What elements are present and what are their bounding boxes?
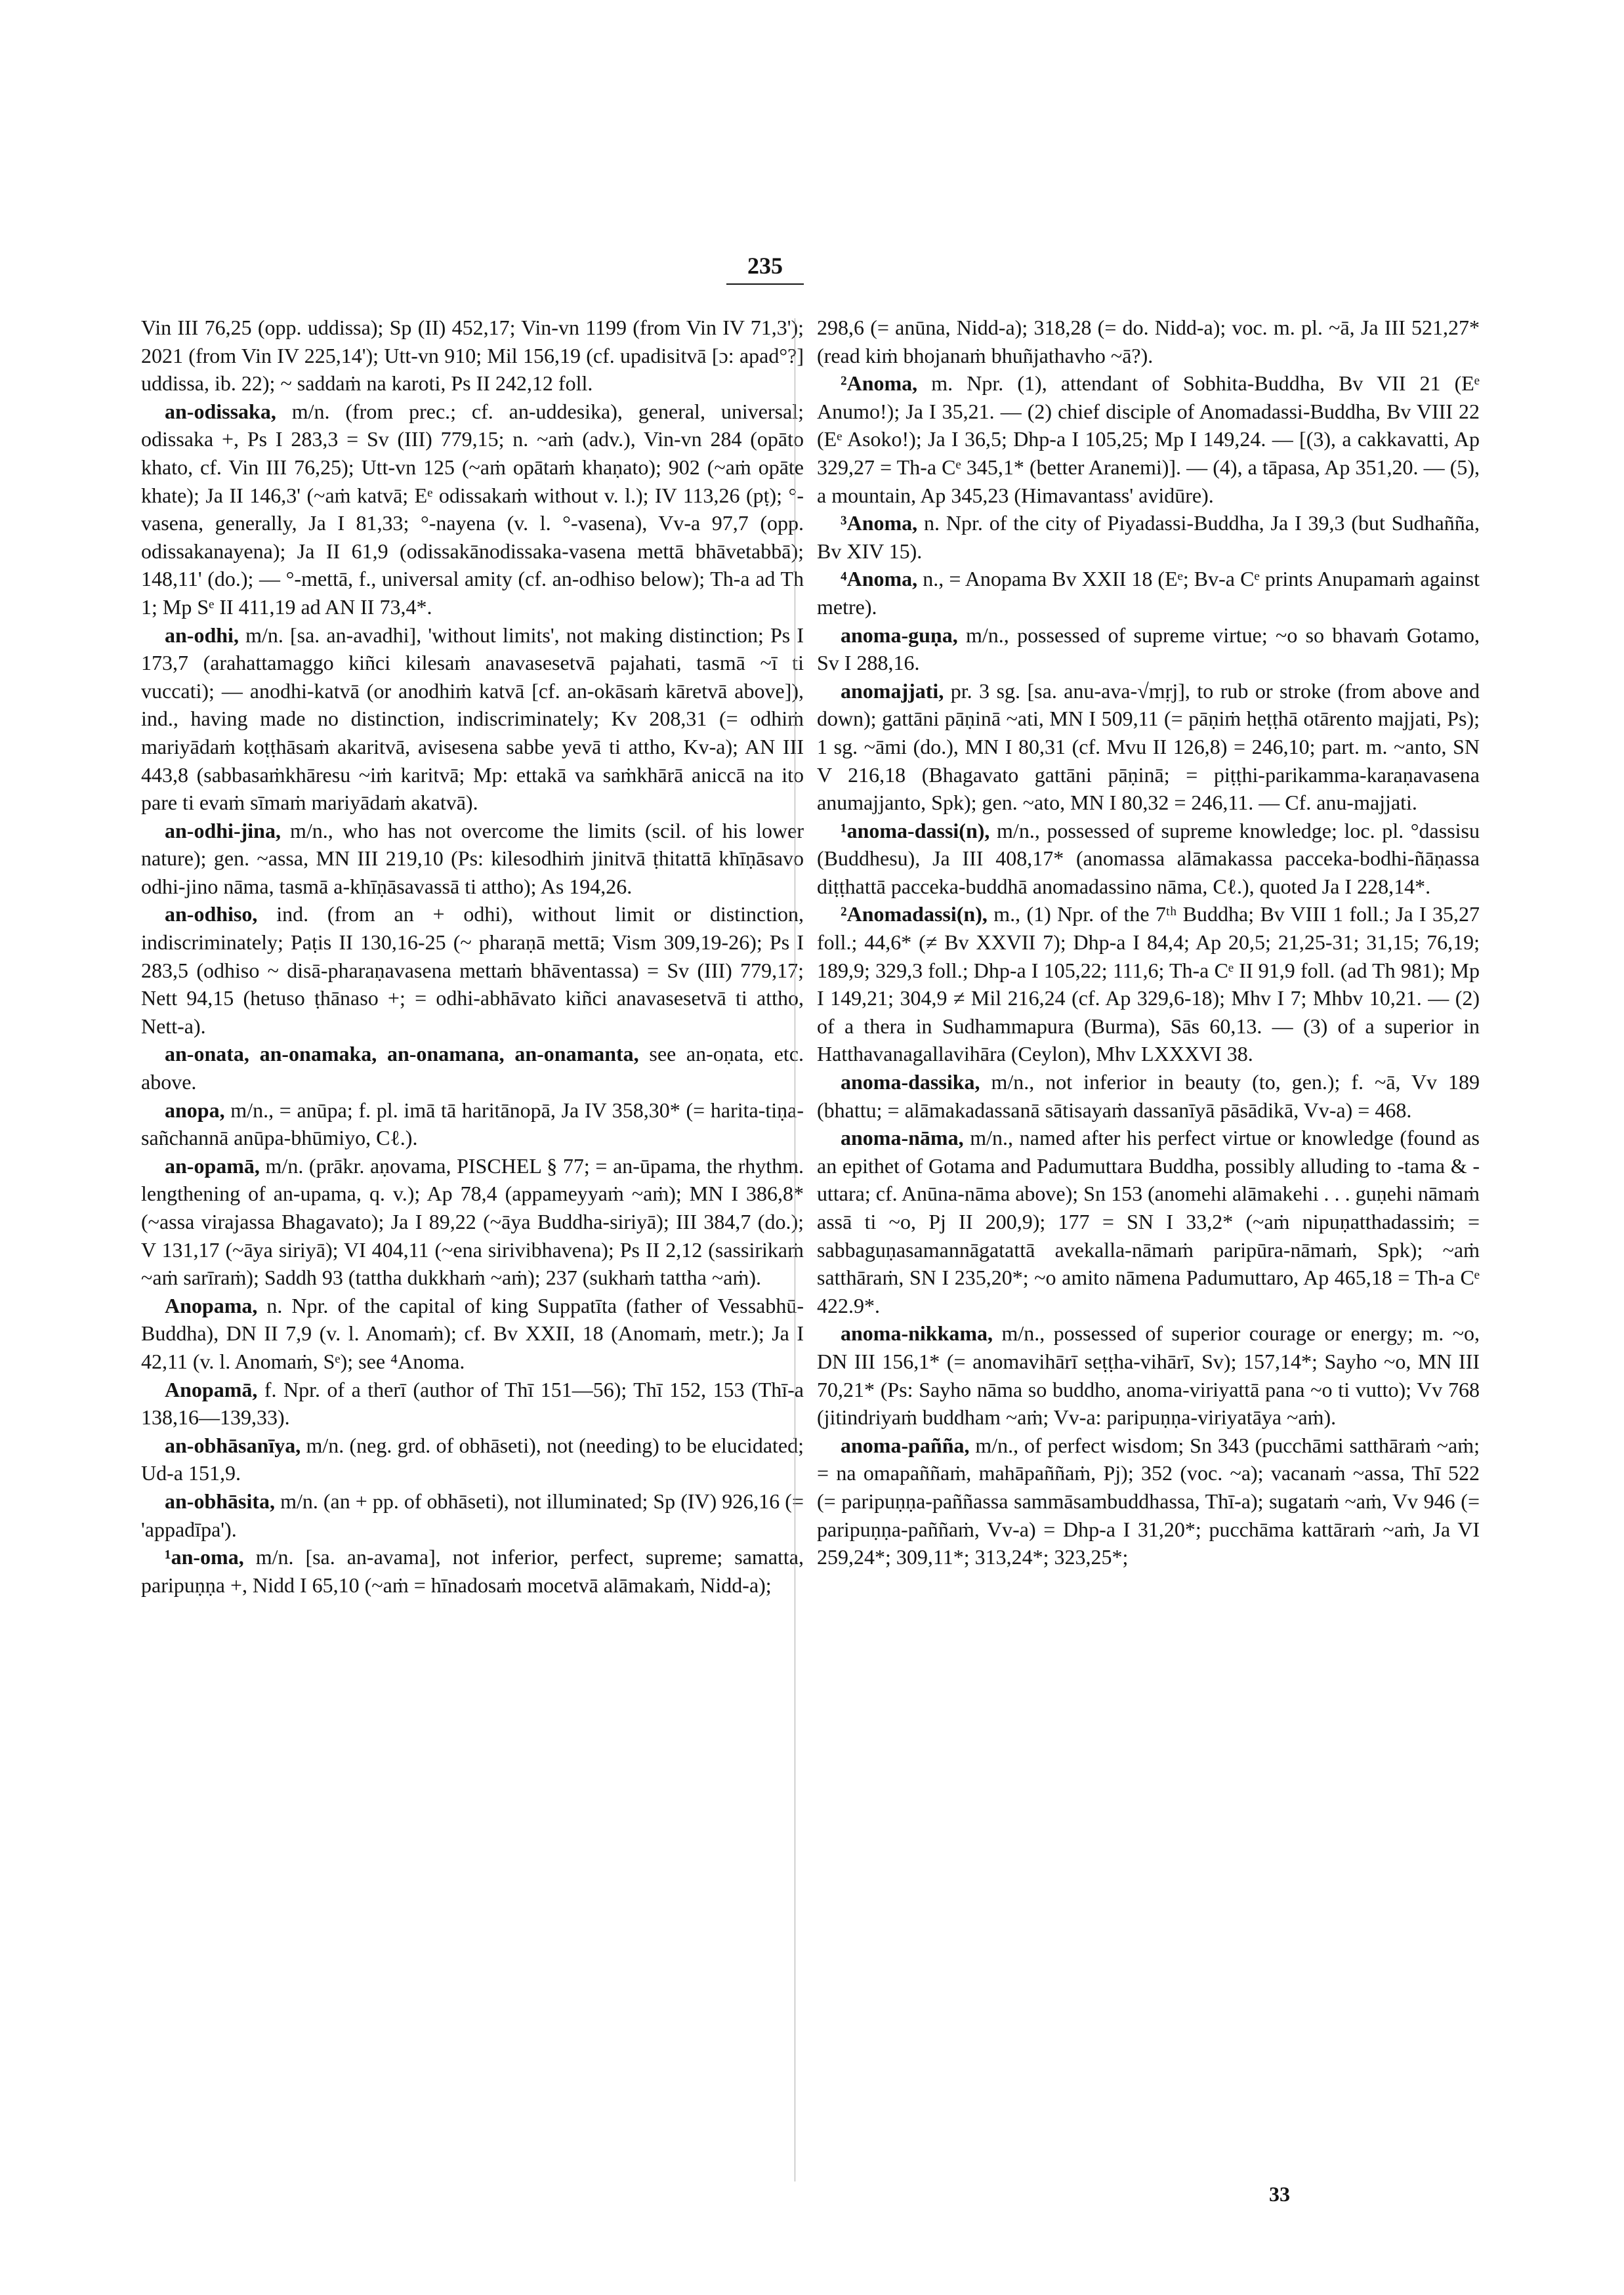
dictionary-entry: [817, 1432, 1480, 1571]
dictionary-entry: [141, 1487, 804, 1543]
entry-text: m/n. (prākr. aṇovama, PISCHEL § 77; = an-ūpama, the rhythm. lengthening of an-upama, q. v.); Ap 78,4 (appameyyaṁ ~aṁ); MN I 386,8* (~assa virajassa Bhagavato); Ja I 89,22 (~āya Buddha-siriyā); III 384,7 (do.); V 131,17 (~āya siriyā); VI 404,11 (~ena sirivibhavena); Ps II 2,12 (sassirikaṁ ~aṁ sarīraṁ); Saddh 93 (tattha dukkhaṁ ~aṁ); 237 (sukhaṁ tattha ~aṁ).: [141, 1153, 804, 1290]
dictionary-entry: [817, 314, 1480, 369]
dictionary-entry: [141, 1040, 804, 1096]
page-number: 235: [747, 253, 783, 279]
dictionary-entry: [141, 621, 804, 817]
entry-headword: Anopamā,: [165, 1377, 258, 1401]
dictionary-entry: [817, 565, 1480, 621]
entry-text: f. Npr. of a therī (author of Thī 151—56); Thī 152, 153 (Thī-a 138,16—139,33).: [141, 1377, 804, 1430]
entry-text: see an-oṇata, etc. above.: [141, 1042, 804, 1094]
entry-headword: ¹anoma-dassi(n),: [841, 818, 990, 842]
left-column: [141, 314, 804, 1599]
entry-text: m/n., not inferior in beauty (to, gen.); f. ~ā, Vv 189 (bhattu; = alāmakadassanā sātisayaṁ dassanīyā pāsādikā, Vv-a) = 468.: [817, 1070, 1480, 1122]
entry-text: m/n., who has not overcome the limits (scil. of his lower nature); gen. ~assa, MN III 219,10 (Ps: kilesodhiṁ jinitvā ṭhitattā khīṇāsavo odhi-jino nāma, tasmā a-khīṇāsavassā ti attho); As 194,26.: [141, 818, 804, 898]
dictionary-entry: [817, 509, 1480, 565]
entry-text: m/n., = anūpa; f. pl. imā tā haritānopā, Ja IV 358,30* (= harita-tiṇa-sañchannā anūpa-bhūmiyo, Cℓ.).: [141, 1098, 804, 1150]
dictionary-entry: [141, 1543, 804, 1599]
entry-headword: an-odhiso,: [165, 902, 258, 926]
entry-headword: ³Anoma,: [841, 511, 918, 535]
entry-headword: anoma-nāma,: [841, 1126, 964, 1150]
dictionary-entry: [141, 817, 804, 901]
dictionary-entry: [141, 900, 804, 1040]
entry-text: m/n. (neg. grd. of obhāseti), not (needing) to be elucidated; Ud-a 151,9.: [141, 1433, 804, 1485]
right-column: [817, 314, 1480, 1571]
entry-headword: an-odissaka,: [165, 399, 276, 423]
entry-text: n. Npr. of the city of Piyadassi-Buddha, Ja I 39,3 (but Sudhañña, Bv XIV 15).: [817, 511, 1480, 563]
entry-text: Vin III 76,25 (opp. uddissa); Sp (II) 452,17; Vin-vn 1199 (from Vin IV 71,3'); 2021 (from Vin IV 225,14'); Utt-vn 910; Mil 156,19 (cf. upadisitvā [ɔ: apad°?] uddissa, ib. 22); ~ saddaṁ na karoti, Ps II 242,12 foll.: [141, 316, 804, 396]
entry-headword: anomajjati,: [841, 678, 944, 703]
dictionary-entry: [141, 1096, 804, 1152]
dictionary-entry: [817, 1319, 1480, 1431]
dictionary-entry: [817, 900, 1480, 1068]
entry-headword: ²Anomadassi(n),: [841, 902, 988, 926]
dictionary-entry: [817, 1124, 1480, 1319]
entry-headword: an-opamā,: [165, 1153, 260, 1178]
entry-headword: anoma-guṇa,: [841, 623, 958, 647]
page-number-rule: [726, 283, 804, 285]
entry-text: ind. (from an + odhi), without limit or distinction, indiscriminately; Paṭis II 130,16-25 (~ pharaṇā mettā; Vism 309,19-26); Ps I 283,5 (odhiso ~ disā-pharaṇavasena mettaṁ bhāventassa) = Sv (III) 779,17; Nett 94,15 (hetuso ṭhānaso +; = odhi-abhāvato kiñci anavasesetvā ti attho, Nett-a).: [141, 902, 804, 1038]
entry-headword: anoma-pañña,: [841, 1433, 970, 1457]
dictionary-entry: [817, 677, 1480, 817]
entry-text: m/n. [sa. an-avadhi], 'without limits', not making distinction; Ps I 173,7 (arahattamaggo kiñci kilesaṁ anavasesetvā pajahati, tasmā ~ī ti vuccati); — anodhi-katvā (or anodhiṁ katvā [cf. an-okāsaṁ kāretvā above]), ind., having made no distinction, indiscriminately; Kv 208,31 (= odhiṁ mariyādaṁ koṭṭhāsaṁ akaritvā, avisesena sabbe yevā ti attho, Kv-a); AN III 443,8 (sabbasaṁkhāresu ~iṁ karitvā; Mp: ettakā va saṁkhārā aniccā na ito pare ti evaṁ sīmaṁ mariyādaṁ akatvā).: [141, 623, 804, 815]
entry-text: m/n., possessed of superior courage or energy; m. ~o, DN III 156,1* (= anomavihārī seṭṭha-vihārī, Sv); 157,14*; Sayho ~o, MN III 70,21* (Ps: Sayho nāma so buddho, anoma-viriyattā pana ~o ti vutto); Vv 768 (jitindriyaṁ buddham ~aṁ; Vv-a: paripuṇṇa-viriyatāya ~aṁ).: [817, 1321, 1480, 1430]
entry-headword: anoma-dassika,: [841, 1070, 980, 1094]
dictionary-entry: [817, 817, 1480, 901]
entry-text: m., (1) Npr. of the 7ᵗʰ Buddha; Bv VIII 1 foll.; Ja I 35,27 foll.; 44,6* (≠ Bv XXVII 7); Dhp-a I 84,4; Ap 20,5; 21,25-31; 31,15; 76,19; 189,9; 329,3 foll.; Dhp-a I 105,22; 111,6; Th-a Cᵉ II 91,9 foll. (ad Th 981); Mp I 149,21; 304,9 ≠ Mil 216,24 (cf. Ap 329,6-18); Mhv I 7; Mhbv 10,21. — (2) of a thera in Sudhammapura (Burma), Sās 60,13. — (3) of a superior in Hatthavanagallavihāra (Ceylon), Mhv LXXXVI 38.: [817, 902, 1480, 1066]
entry-text: m/n. [sa. an-avama], not inferior, perfect, supreme; samatta, paripuṇṇa +, Nidd I 65,10 (~aṁ = hīnadosaṁ mocetvā alāmakaṁ, Nidd-a);: [141, 1545, 804, 1597]
dictionary-entry: [141, 398, 804, 621]
dictionary-entry: [141, 1432, 804, 1487]
dictionary-entry: [817, 369, 1480, 509]
entry-text: m/n., of perfect wisdom; Sn 343 (pucchāmi satthāraṁ ~aṁ; = na omapaññaṁ, mahāpaññaṁ, Pj); 352 (voc. ~a); vacanaṁ ~assa, Thī 522 (= paripuṇṇa-paññassa sammāsambuddhassa, Thī-a); sugataṁ ~aṁ, Vv 946 (= paripuṇṇa-paññaṁ, Vv-a) = Dhp-a I 31,20*; pucchāma kattāraṁ ~aṁ, Ja VI 259,24*; 309,11*; 313,24*; 323,25*;: [817, 1433, 1480, 1569]
entry-text: m/n., possessed of supreme virtue; ~o so bhavaṁ Gotamo, Sv I 288,16.: [817, 623, 1480, 675]
entry-text: n., = Anopama Bv XXII 18 (Eᵉ; Bv-a Cᵉ prints Anupamaṁ against metre).: [817, 567, 1480, 619]
entry-headword: an-obhāsita,: [165, 1489, 276, 1513]
entry-headword: an-odhi,: [165, 623, 239, 647]
dictionary-entry: [817, 1068, 1480, 1124]
dictionary-entry: [141, 1292, 804, 1376]
dictionary-entry: [141, 314, 804, 398]
dictionary-entry: [141, 1152, 804, 1292]
entry-headword: ²Anoma,: [841, 371, 918, 396]
entry-headword: an-onata, an-onamaka, an-onamana, an-onamanta,: [165, 1042, 639, 1066]
entry-headword: anopa,: [165, 1098, 225, 1122]
entry-headword: an-odhi-jina,: [165, 818, 281, 842]
entry-text: m/n. (an + pp. of obhāseti), not illuminated; Sp (IV) 926,16 (= 'appadīpa').: [141, 1489, 804, 1541]
entry-headword: ⁴Anoma,: [841, 567, 918, 591]
entry-text: m/n., possessed of supreme knowledge; loc. pl. °dassisu (Buddhesu), Ja III 408,17* (anomassa alāmakassa pacceka-bodhi-ñāṇassa diṭṭhattā pacceka-buddhā anomadassino nāma, Cℓ.), quoted Ja I 228,14*.: [817, 818, 1480, 898]
entry-text: m/n., named after his perfect virtue or knowledge (found as an epithet of Gotama and Padumuttara Buddha, possibly alluding to -tama & -uttara; cf. Anūna-nāma above); Sn 153 (anomehi alāmakehi . . . guṇehi nāmaṁ assā ti ~o, Pj II 200,9); 177 = SN I 33,2* (~aṁ nipuṇatthadassiṁ; = sabbaguṇasamannāgatattā avekalla-nāmaṁ paripūra-nāmaṁ, Spk); ~aṁ satthāraṁ, SN I 235,20*; ~o amito nāmena Padumuttaro, Ap 465,18 = Th-a Cᵉ 422.9*.: [817, 1126, 1480, 1317]
dictionary-entry: [817, 621, 1480, 677]
entry-headword: ¹an-oma,: [165, 1545, 244, 1569]
entry-headword: anoma-nikkama,: [841, 1321, 993, 1346]
entry-text: m/n. (from prec.; cf. an-uddesika), general, universal; odissaka +, Ps I 283,3 = Sv (III) 779,15; n. ~aṁ (adv.), Vin-vn 284 (opāto khato, cf. Vin III 76,25); Utt-vn 125 (~aṁ opātaṁ khaṇato); 902 (~aṁ opāte khate); Ja II 146,3' (~aṁ katvā; Eᵉ odissakaṁ without v. l.); IV 113,26 (pṭ); °-vasena, generally, Ja I 81,33; °-nayena (v. l. °-vasena), Vv-a 97,7 (opp. odissakanayena); Ja II 61,9 (odissakānodissaka-vasena mettā bhāvetabbā); 148,11' (do.); — °-mettā, f., universal amity (cf. an-odhiso below); Th-a ad Th 1; Mp Sᵉ II 411,19 ad AN II 73,4*.: [141, 399, 804, 619]
signature-mark: 33: [1269, 2182, 1290, 2206]
entry-text: m. Npr. (1), attendant of Sobhita-Buddha, Bv VII 21 (Eᵉ Anumo!); Ja I 35,21. — (2) chief disciple of Anomadassi-Buddha, Bv VIII 22 (Eᵉ Asoko!); Ja I 36,5; Dhp-a I 105,25; Mp I 149,24. — [(3), a cakkavatti, Ap 329,27 = Th-a Cᵉ 345,1* (better Aranemi)]. — (4), a tāpasa, Ap 351,20. — (5), a mountain, Ap 345,23 (Himavantass' avidūre).: [817, 371, 1480, 507]
dictionary-entry: [141, 1376, 804, 1432]
entry-text: 298,6 (= anūna, Nidd-a); 318,28 (= do. Nidd-a); voc. m. pl. ~ā, Ja III 521,27* (read kiṁ bhojanaṁ bhuñjathavho ~ā?).: [817, 316, 1480, 367]
entry-headword: Anopama,: [165, 1293, 258, 1317]
entry-text: pr. 3 sg. [sa. anu-ava-√mṛj], to rub or stroke (from above and down); gattāni pāṇinā ~ati, MN I 509,11 (= pāṇiṁ heṭṭhā otārento majjati, Ps); 1 sg. ~āmi (do.), MN I 80,31 (cf. Mvu II 126,8) = 246,10; part. m. ~anto, SN V 216,18 (Bhagavato gattāni pāṇinā; = piṭṭhi-parikamma-karaṇavasena anumajjanto, Spk); gen. ~ato, MN I 80,32 = 246,11. — Cf. anu-majjati.: [817, 678, 1480, 815]
entry-text: n. Npr. of the capital of king Suppatīta (father of Vessabhū-Buddha), DN II 7,9 (v. l. Anomaṁ); cf. Bv XXII, 18 (Anomaṁ, metr.); Ja I 42,11 (v. l. Anomaṁ, Sᵉ); see ⁴Anoma.: [141, 1293, 804, 1373]
entry-headword: an-obhāsanīya,: [165, 1433, 301, 1457]
